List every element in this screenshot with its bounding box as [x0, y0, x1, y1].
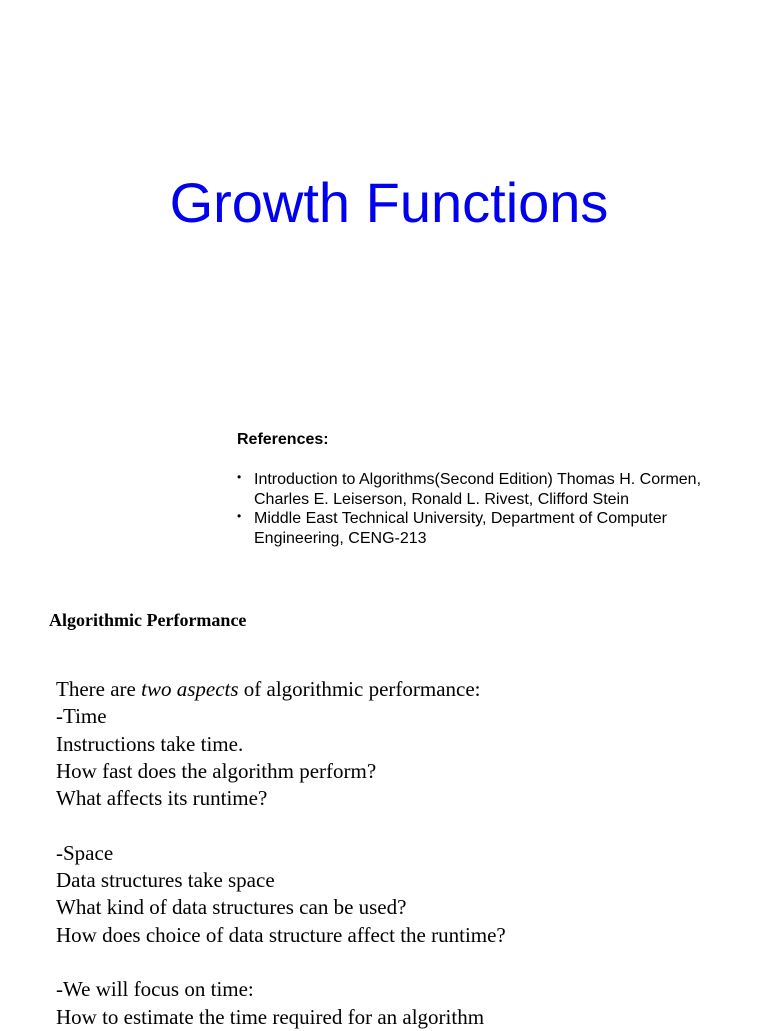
bullet-icon: • [237, 470, 242, 484]
intro-text-start: There are [56, 677, 142, 701]
reference-text: Middle East Technical University, Department of Computer Engineering, CENG-213 [254, 510, 667, 547]
intro-line [56, 676, 756, 703]
body-line: Instructions take time. [56, 731, 244, 756]
intro-text-end: of algorithmic performance: [238, 677, 481, 701]
blank-line [56, 812, 756, 839]
body-line: How to estimate the time required for an algorithm [56, 1004, 485, 1029]
body-line: What kind of data structures can be used? [56, 895, 407, 920]
body-line: Data structures take space [56, 868, 275, 893]
references-block [237, 430, 757, 548]
reference-item [237, 509, 757, 548]
reference-item [237, 470, 757, 509]
body-line: -We will focus on time: [56, 977, 254, 1002]
intro-emphasis: two aspects [141, 677, 239, 701]
body-line: -Time [56, 704, 107, 729]
references-list [237, 470, 757, 548]
page-title: Growth Functions [169, 171, 609, 234]
blank-line [56, 949, 756, 976]
reference-text: Introduction to Algorithms(Second Edition) Thomas H. Cormen, Charles E. Leiserson, Ronald L. Rivest, Clifford Stein [254, 471, 702, 508]
body-line: -Space [56, 840, 114, 865]
body-line: What affects its runtime? [56, 786, 268, 811]
body-text [56, 676, 756, 1031]
references-heading: References: [237, 431, 329, 448]
section-heading: Algorithmic Performance [49, 610, 247, 630]
body-line: How fast does the algorithm perform? [56, 758, 377, 783]
bullet-icon: • [237, 509, 242, 523]
body-line: How does choice of data structure affect the runtime? [56, 922, 506, 947]
